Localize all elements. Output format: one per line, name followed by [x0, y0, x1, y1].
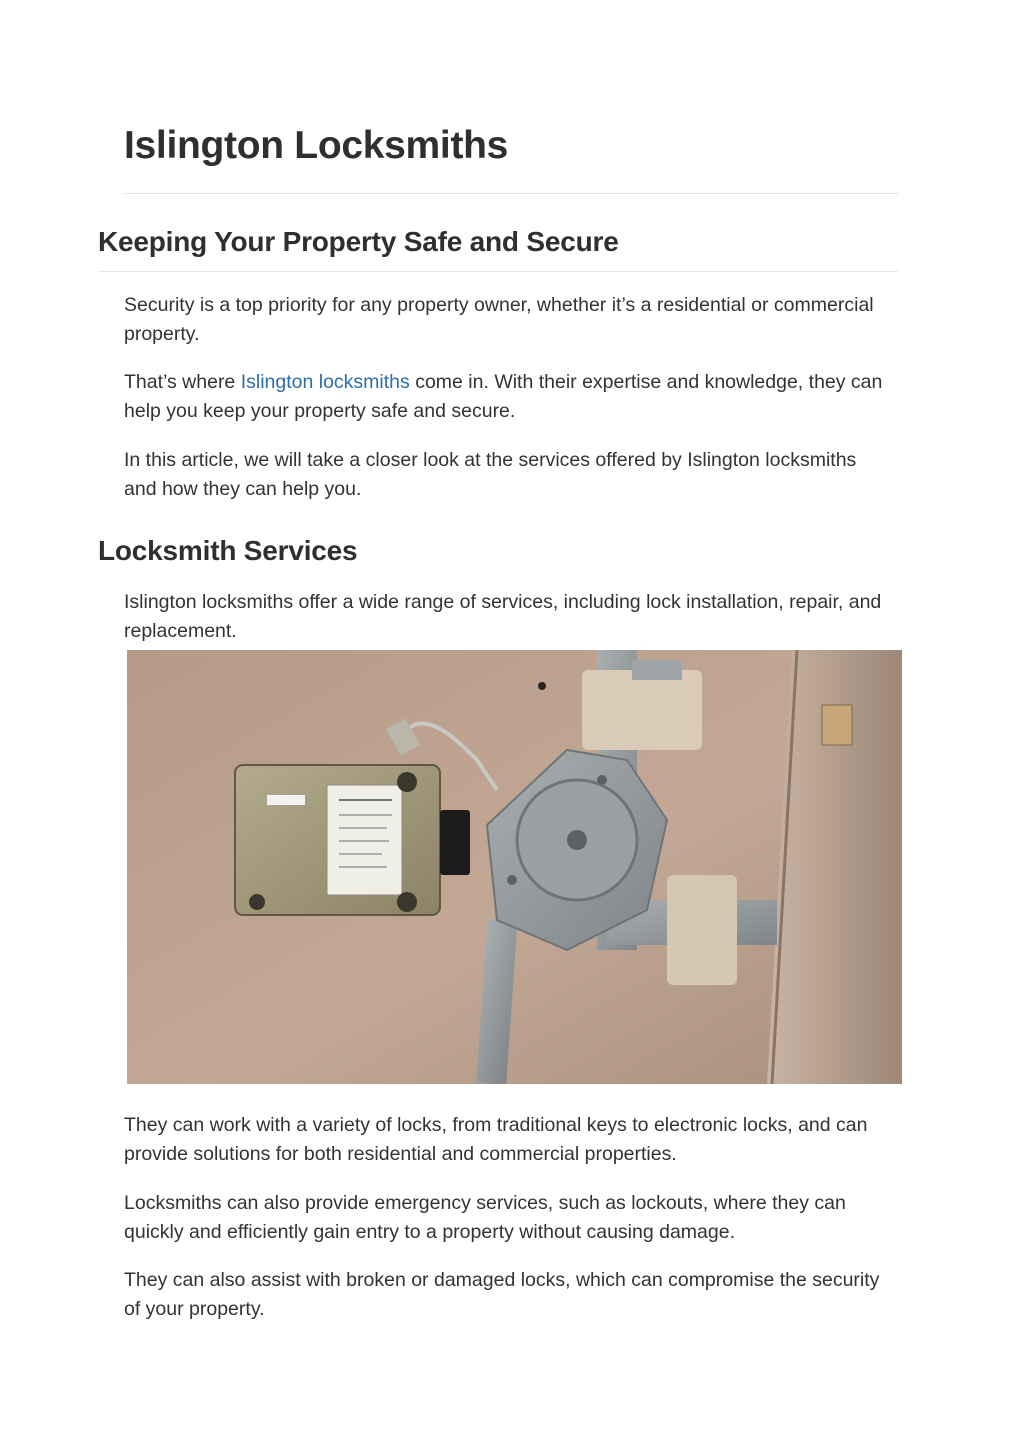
title-divider — [124, 193, 898, 194]
safe-lock-photo — [127, 650, 902, 1084]
paragraph-text-after-link: come in. With their expertise and knowledge, they can help you keep your property safe and secure. — [124, 371, 883, 422]
islington-locksmiths-link[interactable]: Islington locksmiths — [240, 371, 410, 393]
paragraph-security-priority: Security is a top priority for any property owner, whether it’s a residential or commercial property. — [124, 294, 874, 345]
section-heading-safety: Keeping Your Property Safe and Secure — [98, 226, 619, 257]
paragraph-broken-locks: They can also assist with broken or damaged locks, which can compromise the security of your property. — [124, 1269, 880, 1320]
section-divider — [98, 271, 898, 272]
paragraph-thats-where — [124, 368, 894, 425]
section-heading-services: Locksmith Services — [98, 535, 358, 566]
page-title: Islington Locksmiths — [124, 124, 509, 167]
paragraph-text-before-link: That’s where — [124, 371, 241, 393]
paragraph-article-intro: In this article, we will take a closer look at the services offered by Islington locksmiths and how they can help you. — [124, 449, 857, 500]
paragraph-range-of-services: Islington locksmiths offer a wide range of services, including lock installation, repair, and replacement. — [124, 591, 882, 642]
paragraph-emergency-services: Locksmiths can also provide emergency services, such as lockouts, where they can quickly and efficiently gain entry to a property without causing damage. — [124, 1192, 846, 1243]
paragraph-variety-of-locks: They can work with a variety of locks, from traditional keys to electronic locks, and can provide solutions for both residential and commercial properties. — [124, 1114, 868, 1165]
